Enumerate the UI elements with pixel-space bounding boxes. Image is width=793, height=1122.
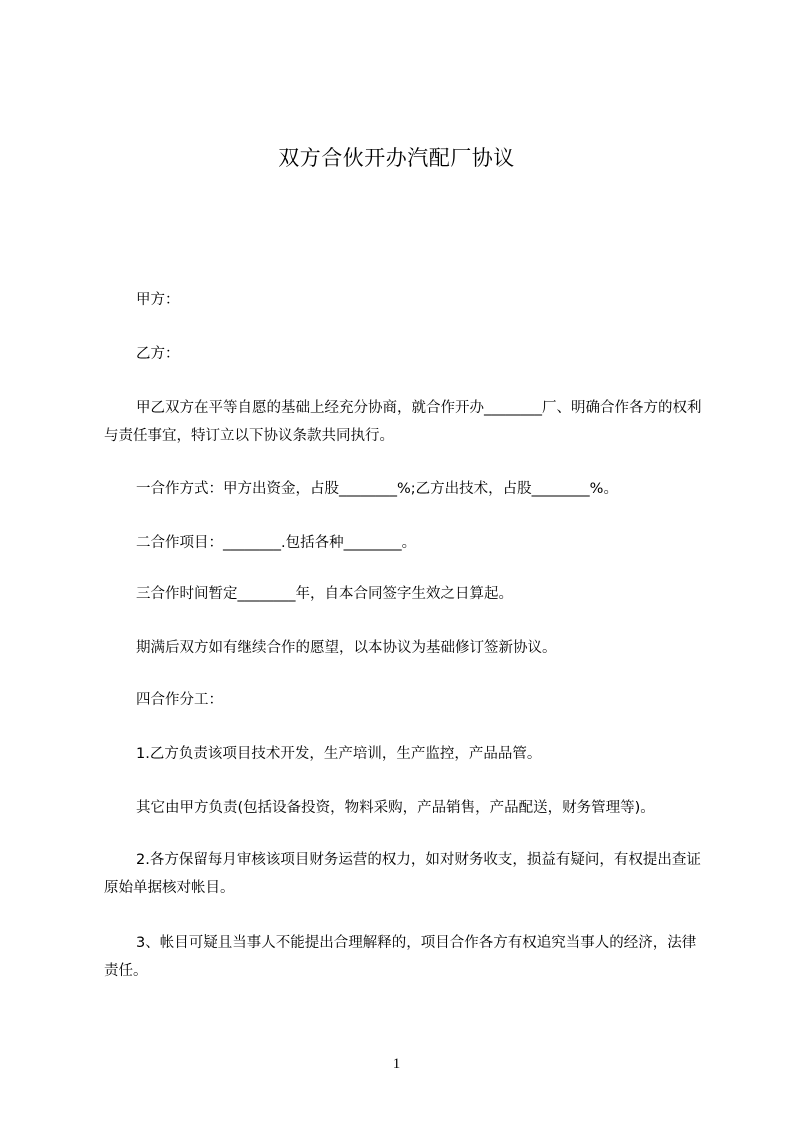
- clause-division-of-labor: 四合作分工：: [136, 692, 223, 708]
- document-title: 双方合伙开办汽配厂协议: [278, 146, 515, 170]
- item-1-paragraph: 1.乙方负责该项目技术开发，生产培训，生产监控，产品品管。: [136, 746, 542, 762]
- item-1-other-paragraph: 其它由甲方负责(包括设备投资，物料采购，产品销售，产品配送，财务管理等)。: [136, 800, 655, 816]
- party-b-line: 乙方：: [136, 346, 180, 362]
- item-3-paragraph: 3、帐目可疑且当事人不能提出合理解释的，项目合作各方有权追究当事人的经济，法律责任。: [104, 935, 697, 979]
- clause-cooperation-method: 一合作方式：甲方出资金，占股________%;乙方出技术，占股________%。: [136, 481, 618, 497]
- item-2-paragraph: 2.各方保留每月审核该项目财务运营的权力，如对财务收支，损益有疑问，有权提出查证原始单据核对帐目。: [104, 852, 701, 896]
- clause-cooperation-period: 三合作时间暂定________年，自本合同签字生效之日算起。: [136, 586, 513, 602]
- clause-cooperation-project: 二合作项目：________.包括各种________。: [136, 535, 417, 551]
- renewal-paragraph: 期满后双方如有继续合作的愿望，以本协议为基础修订签新协议。: [136, 640, 557, 656]
- party-a-line: 甲方：: [136, 292, 180, 308]
- page-number: 1: [392, 1056, 401, 1072]
- intro-paragraph: 甲乙双方在平等自愿的基础上经充分协商，就合作开办________厂、明确合作各方的权利与责任事宜，特订立以下协议条款共同执行。: [104, 400, 702, 444]
